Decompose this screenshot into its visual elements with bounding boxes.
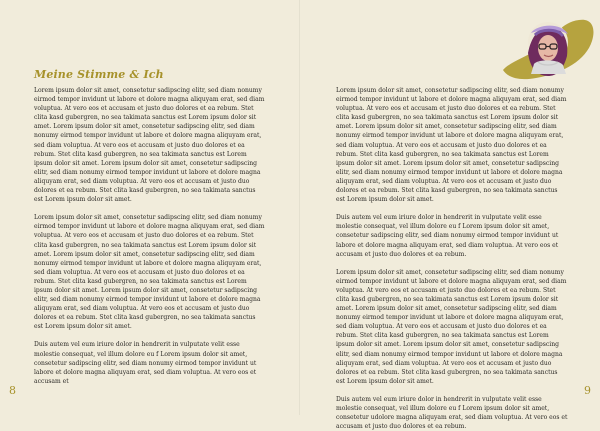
- left-paragraph-1: Lorem ipsum dolor sit amet, consetetur sadipscing elitr, sed diam nonumy eirmod tempor invidunt ut labore et dolore magna aliquyam erat, sed diam voluptua. At vero eos et accusam et justo duo dolores et ea rebum. Stet clita kasd gubergren, no sea takimata sanctus est Lorem ipsum dolor sit amet. Lorem ipsum dolor sit amet, consetetur sadipscing elitr, sed diam nonumy eirmod tempor invidunt ut labore et dolore magna aliquyam erat, sed diam voluptua. At vero eos et accusam et justo duo dolores et ea rebum. Stet clita kasd gubergren, no sea takimata sanctus est Lorem ipsum dolor sit amet. Lorem ipsum dolor sit amet, consetetur sadipscing elitr, sed diam nonumy eirmod tempor invidunt ut labore et dolore magna aliquyam erat, sed diam voluptua. At vero eos et accusam et justo duo dolores et ea rebum. Stet clita kasd gubergren, no sea takimata sanctus est Lorem ipsum dolor sit amet.: [34, 87, 265, 204]
- page-heading: Meine Stimme & Ich: [34, 68, 164, 81]
- left-text-column: [34, 86, 266, 385]
- right-page-number: 9: [584, 384, 591, 397]
- left-paragraph-3: Duis autem vel eum iriure dolor in hendrerit in vulputate velit esse molestie consequat, vel illum dolore eu f Lorem ipsum dolor sit amet, consetetur sadipscing elitr, sed diam nonumy eirmod tempor invidunt ut labore et dolore magna aliquyam erat, sed diam voluptua. At vero eos et accusam et: [34, 341, 257, 385]
- right-paragraph-3: Lorem ipsum dolor sit amet, consetetur sadipscing elitr, sed diam nonumy eirmod tempor invidunt ut labore et dolore magna aliquyam erat, sed diam voluptua. At vero eos et accusam et justo duo dolores et ea rebum. Stet clita kasd gubergren, no sea takimata sanctus est Lorem ipsum dolor sit amet. Lorem ipsum dolor sit amet, consetetur sadipscing elitr, sed diam nonumy eirmod tempor invidunt ut labore et dolore magna aliquyam erat, sed diam voluptua. At vero eos et accusam et justo duo dolores et ea rebum. Stet clita kasd gubergren, no sea takimata sanctus est Lorem ipsum dolor sit amet. Lorem ipsum dolor sit amet, consetetur sadipscing elitr, sed diam nonumy eirmod tempor invidunt ut labore et dolore magna aliquyam erat, sed diam voluptua. At vero eos et accusam et justo duo dolores et ea rebum. Stet clita kasd gubergren, no sea takimata sanctus est Lorem ipsum dolor sit amet.: [336, 268, 567, 385]
- portrait-illustration: [500, 10, 596, 80]
- right-text-column: [336, 86, 568, 431]
- left-page: [0, 0, 300, 415]
- right-paragraph-2: Duis autem vel eum iriure dolor in hendrerit in vulputate velit esse molestie consequat, vel illum dolore eu f Lorem ipsum dolor sit amet, consetetur sadipscing elitr, sed diam nonumy eirmod tempor invidunt ut labore et dolore magna aliquyam erat, sed diam voluptua. At vero eos et accusam et justo duo dolores et ea rebum.: [336, 214, 559, 258]
- right-paragraph-1: Lorem ipsum dolor sit amet, consetetur sadipscing elitr, sed diam nonumy eirmod tempor invidunt ut labore et dolore magna aliquyam erat, sed diam voluptua. At vero eos et accusam et justo duo dolores et ea rebum. Stet clita kasd gubergren, no sea takimata sanctus est Lorem ipsum dolor sit amet. Lorem ipsum dolor sit amet, consetetur sadipscing elitr, sed diam nonumy eirmod tempor invidunt ut labore et dolore magna aliquyam erat, sed diam voluptua. At vero eos et accusam et justo duo dolores et ea rebum. Stet clita kasd gubergren, no sea takimata sanctus est Lorem ipsum dolor sit amet. Lorem ipsum dolor sit amet, consetetur sadipscing elitr, sed diam nonumy eirmod tempor invidunt ut labore et dolore magna aliquyam erat, sed diam voluptua. At vero eos et accusam et justo duo dolores et ea rebum. Stet clita kasd gubergren, no sea takimata sanctus est Lorem ipsum dolor sit amet.: [336, 87, 567, 204]
- left-page-number: 8: [9, 384, 16, 397]
- right-paragraph-4: Duis autem vel eum iriure dolor in hendrerit in vulputate velit esse molestie consequat, vel illum dolore eu f Lorem ipsum dolor sit amet, consetetur udolore magna aliquyam erat, sed diam voluptua. At vero eos et accusam et justo duo dolores et ea rebum.: [336, 395, 568, 431]
- left-paragraph-2: Lorem ipsum dolor sit amet, consetetur sadipscing elitr, sed diam nonumy eirmod tempor invidunt ut labore et dolore magna aliquyam erat, sed diam voluptua. At vero eos et accusam et justo duo dolores et ea rebum. Stet clita kasd gubergren, no sea takimata sanctus est Lorem ipsum dolor sit amet. Lorem ipsum dolor sit amet, consetetur sadipscing elitr, sed diam nonumy eirmod tempor invidunt ut labore et dolore magna aliquyam erat, sed diam voluptua. At vero eos et accusam et justo duo dolores et ea rebum. Stet clita kasd gubergren, no sea takimata sanctus est Lorem ipsum dolor sit amet. Lorem ipsum dolor sit amet, consetetur sadipscing elitr, sed diam nonumy eirmod tempor invidunt ut labore et dolore magna aliquyam erat, sed diam voluptua. At vero eos et accusam et justo duo dolores et ea rebum. Stet clita kasd gubergren, no sea takimata sanctus est Lorem ipsum dolor sit amet.: [34, 214, 265, 331]
- right-page: [300, 0, 600, 431]
